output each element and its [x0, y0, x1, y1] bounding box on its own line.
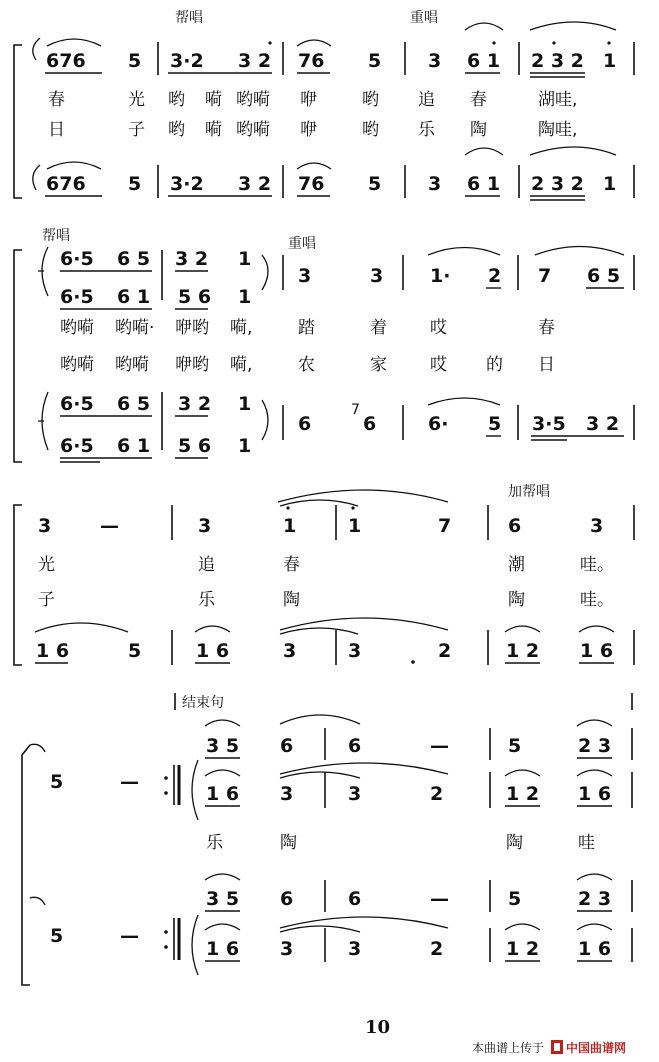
note: 76: [298, 173, 325, 195]
note: 1: [603, 173, 617, 195]
note: 1 6: [578, 938, 612, 960]
note: 5: [368, 173, 382, 195]
note: 3: [348, 640, 362, 662]
lyric: 咿哟: [175, 318, 209, 338]
note: 6: [280, 888, 294, 910]
note: 5: [128, 640, 142, 662]
note: 3 2: [175, 248, 209, 270]
note: 3: [428, 173, 442, 195]
lyric: 哟嗬: [115, 355, 149, 375]
note: 1: [283, 515, 297, 537]
system-2: [14, 227, 634, 462]
grace-note: 7: [351, 402, 360, 418]
slur: [505, 770, 540, 776]
note: 3 5: [206, 735, 240, 757]
note: 3: [198, 515, 212, 537]
note: 6 5: [117, 248, 151, 270]
note: 5 6: [178, 286, 212, 308]
lyric: 哟嗬: [236, 90, 270, 110]
slur: [428, 398, 500, 405]
mark-bangchang: 帮唱: [42, 228, 70, 244]
note: 1·: [430, 265, 451, 287]
slur: [577, 770, 612, 776]
note: 2: [430, 783, 444, 805]
octave-dot: [286, 506, 289, 509]
repeat-dot: [164, 776, 168, 780]
note: 1: [238, 393, 252, 415]
footer-site-name: 中国曲谱网: [566, 1041, 627, 1055]
lyric: 春: [48, 90, 65, 110]
note: 6·5: [60, 286, 94, 308]
lyric: 家: [370, 355, 387, 375]
lyric: 哟: [362, 90, 379, 110]
note: 2 3 2: [531, 50, 584, 72]
lyric: 嗬,: [230, 355, 253, 375]
note: 3 2: [178, 393, 212, 415]
slur: [205, 874, 240, 880]
note: 6: [348, 888, 362, 910]
lyric: 光: [38, 555, 55, 575]
slur: [428, 248, 500, 256]
staff-brace-close: [262, 255, 268, 290]
lyric: 的: [486, 355, 503, 375]
lyric: 咿哟: [175, 355, 209, 375]
slur: [205, 770, 240, 776]
staff-brace: [192, 760, 198, 820]
note: 5: [128, 50, 142, 72]
mark-bangchang: 帮唱: [175, 10, 203, 26]
note: 6: [298, 413, 312, 435]
staff-brace-close: [262, 400, 268, 440]
lyric: 咿: [300, 90, 317, 110]
lyric: 嗬: [205, 120, 222, 140]
lyric: 哇。: [580, 555, 614, 575]
note: 676: [46, 173, 86, 195]
lyric: 哟嗬: [60, 318, 94, 338]
note: 2: [438, 640, 452, 662]
octave-dot: [607, 41, 610, 44]
note: 3: [348, 938, 362, 960]
slur: [465, 148, 503, 155]
staff-brace: [30, 744, 45, 752]
footer-upload-text: 本曲谱上传于: [472, 1041, 545, 1055]
lyric: 嗬,: [230, 318, 253, 338]
mark-jieshuju: 结束句: [182, 695, 224, 711]
note: 2 3 2: [531, 173, 584, 195]
lyric: 哇: [578, 833, 595, 853]
note: 1 2: [506, 640, 540, 662]
slur: [579, 626, 614, 632]
note: —: [430, 888, 449, 910]
note: 1 2: [506, 783, 540, 805]
note: 6 1: [117, 435, 151, 457]
lyric: 哟: [168, 90, 185, 110]
lyric: 陶: [506, 833, 523, 853]
note: 6·5: [60, 435, 94, 457]
note: 5: [128, 173, 142, 195]
note: 6·5: [60, 393, 94, 415]
note: 6: [348, 735, 362, 757]
note: 1 6: [580, 640, 614, 662]
slur: [530, 22, 616, 30]
note: 2 3: [578, 735, 612, 757]
slur: [280, 628, 358, 634]
lyric: 农: [298, 355, 315, 375]
staff-brace: [33, 38, 40, 60]
lyric: 哟嗬·: [115, 318, 155, 338]
note: 3 2: [238, 173, 272, 195]
staff-brace: [38, 392, 48, 450]
lyric: 春: [283, 555, 300, 575]
note: 6: [280, 735, 294, 757]
note: 3·2: [170, 50, 204, 72]
slur: [280, 926, 360, 932]
slur: [535, 247, 624, 256]
lyric: 陶: [508, 590, 525, 610]
note: 3: [428, 50, 442, 72]
lyric: 日: [538, 355, 555, 375]
lyric: 踏: [298, 318, 315, 338]
slur: [297, 40, 331, 46]
note: 2: [430, 938, 444, 960]
lyric: 春: [538, 318, 555, 338]
lyric: 嗬: [205, 90, 222, 110]
octave-dot: [268, 41, 271, 44]
note: 5: [368, 50, 382, 72]
lyric: 哇。: [580, 590, 614, 610]
system-bracket: [22, 745, 30, 985]
site-logo-icon: [551, 1040, 563, 1054]
system-bracket: [14, 505, 22, 665]
note: 3·2: [170, 173, 204, 195]
staff-brace: [30, 897, 45, 905]
system-bracket: [14, 45, 22, 198]
slur: [297, 163, 331, 169]
lyric: 陶哇,: [538, 120, 578, 140]
lyric: 光: [128, 90, 145, 110]
slur: [505, 924, 540, 930]
mark-chongchang: 重唱: [288, 236, 316, 252]
slur: [530, 147, 616, 155]
lyric: 陶: [470, 120, 487, 140]
note: —: [100, 515, 119, 537]
note: 1: [348, 515, 362, 537]
note: 3: [280, 783, 294, 805]
lyric: 哟: [168, 120, 185, 140]
note: 6 1: [467, 50, 501, 72]
lyric: 乐: [206, 833, 223, 853]
staff-brace: [33, 165, 40, 190]
slur: [577, 924, 612, 930]
note: 2 3: [578, 888, 612, 910]
repeat-dot: [164, 930, 168, 934]
slur: [505, 626, 540, 632]
slur: [280, 500, 358, 506]
lyric: 着: [370, 318, 387, 338]
note: 1 6: [196, 640, 230, 662]
slur: [577, 874, 612, 880]
note: 3: [370, 265, 384, 287]
lyric: 追: [418, 90, 435, 110]
note: 5 6: [178, 435, 212, 457]
note: 5: [508, 888, 522, 910]
note: 1 6: [36, 640, 70, 662]
lyric: 湖哇,: [538, 90, 578, 110]
note: 6 1: [467, 173, 501, 195]
note: 1: [238, 286, 252, 308]
lyric: 子: [38, 590, 55, 610]
note: 3: [280, 938, 294, 960]
note: 6: [363, 413, 377, 435]
note: 76: [298, 50, 325, 72]
note: —: [430, 735, 449, 757]
note: 3: [348, 783, 362, 805]
note: 3 5: [206, 888, 240, 910]
note: 5: [50, 925, 64, 947]
mark-chongchang: 重唱: [410, 10, 438, 26]
note: 6 1: [117, 286, 151, 308]
note: 3: [298, 265, 312, 287]
system-1: [14, 9, 634, 200]
note: 1 2: [506, 938, 540, 960]
lyric: 哟嗬: [236, 120, 270, 140]
slur: [47, 162, 101, 169]
note: 6·: [428, 413, 449, 435]
system-bracket: [14, 250, 22, 462]
note: 1 6: [206, 938, 240, 960]
note: 1 6: [578, 783, 612, 805]
staff-brace: [38, 247, 48, 296]
note: —: [120, 925, 139, 947]
slur: [205, 720, 240, 726]
lyric: 哎: [430, 355, 447, 375]
note: 1: [238, 248, 252, 270]
note: 7: [438, 515, 452, 537]
slur: [280, 772, 360, 778]
lyric: 哟: [362, 120, 379, 140]
lyric: 咿: [300, 120, 317, 140]
note: 7: [538, 265, 552, 287]
lyric: 乐: [198, 590, 215, 610]
slur: [577, 720, 612, 726]
page-number: 10: [365, 1017, 391, 1038]
lyric: 哟嗬: [60, 355, 94, 375]
system-3: [14, 483, 634, 665]
repeat-dot: [164, 791, 168, 795]
lyric: 追: [198, 555, 215, 575]
note: 3·5: [532, 413, 566, 435]
note: 5: [508, 735, 522, 757]
lyric: 日: [48, 120, 65, 140]
lyric: 春: [470, 90, 487, 110]
note: —: [120, 771, 139, 793]
dot: [411, 660, 415, 664]
slur: [280, 715, 360, 724]
note: 3 2: [238, 50, 272, 72]
note: 5: [488, 413, 502, 435]
slur: [47, 39, 101, 46]
lyric: 乐: [418, 120, 435, 140]
lyric: 哎: [430, 318, 447, 338]
lyric: 陶: [283, 590, 300, 610]
note: 3: [590, 515, 604, 537]
note: 2: [488, 265, 502, 287]
slur: [35, 623, 128, 632]
octave-dot: [492, 41, 495, 44]
note: 6·5: [60, 248, 94, 270]
mark-jia-bangchang: 加帮唱: [508, 484, 550, 500]
note: 676: [46, 50, 86, 72]
note: 1: [238, 435, 252, 457]
slur: [205, 924, 240, 930]
note: 6 5: [587, 265, 621, 287]
note: 1: [603, 50, 617, 72]
octave-dot: [351, 506, 354, 509]
slur: [278, 490, 448, 502]
lyric: 陶: [280, 833, 297, 853]
note: 3: [283, 640, 297, 662]
lyric: 子: [128, 120, 145, 140]
slur: [465, 23, 503, 30]
octave-dot: [552, 41, 555, 44]
repeat-dot: [164, 945, 168, 949]
note: 1 6: [206, 783, 240, 805]
note: 6 5: [117, 393, 151, 415]
note: 5: [50, 771, 64, 793]
staff-brace: [192, 915, 198, 975]
note: 6: [508, 515, 522, 537]
system-4: [22, 693, 632, 985]
lyric: 潮: [508, 555, 525, 575]
note: 3 2: [586, 413, 620, 435]
note: 3: [38, 515, 52, 537]
slur: [195, 626, 230, 632]
